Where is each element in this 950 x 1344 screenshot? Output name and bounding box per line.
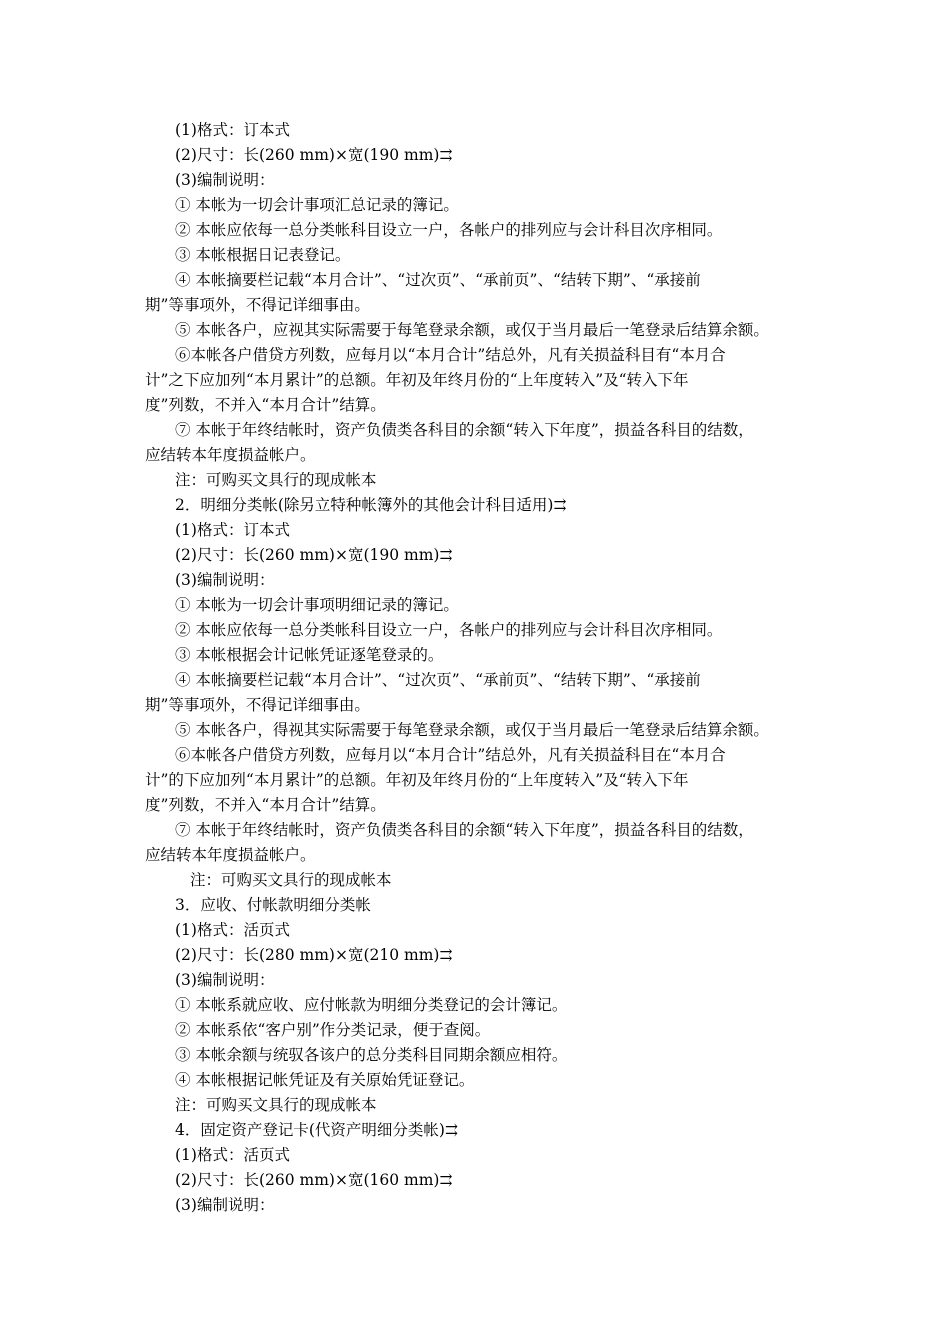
text-line: (1)格式：活页式: [175, 1146, 290, 1164]
text-line: ③ 本帐根据会计记帐凭证逐笔登录的。: [175, 646, 444, 664]
text-line: ① 本帐为一切会计事项明细记录的簿记。: [175, 596, 459, 614]
text-line: 度”列数，不并入“本月合计”结算。: [145, 796, 386, 814]
text-line: (2)尺寸：长(260 mm)×宽(160 mm)⇉: [175, 1171, 453, 1189]
note-line: 注：可购买文具行的现成帐本: [175, 471, 377, 489]
text-line: 期”等事项外，不得记详细事由。: [145, 296, 370, 314]
text-line: ⑥本帐各户借贷方列数，应每月以“本月合计”结总外，凡有关损益科目在“本月合: [175, 746, 726, 764]
text-line: (3)编制说明：: [175, 971, 275, 989]
text-line: ② 本帐系依“客户别”作分类记录，便于查阅。: [175, 1021, 491, 1039]
text-line: ② 本帐应依每一总分类帐科目设立一户，各帐户的排列应与会计科目次序相同。: [175, 621, 723, 639]
text-line: ① 本帐系就应收、应付帐款为明细分类登记的会计簿记。: [175, 996, 568, 1014]
text-line: (2)尺寸：长(280 mm)×宽(210 mm)⇉: [175, 946, 453, 964]
text-line: ④ 本帐根据记帐凭证及有关原始凭证登记。: [175, 1071, 475, 1089]
text-line: (3)编制说明：: [175, 1196, 275, 1214]
text-line: (3)编制说明：: [175, 171, 275, 189]
text-line: ③ 本帐根据日记表登记。: [175, 246, 351, 264]
text-line: ⑦ 本帐于年终结帐时，资产负债类各科目的余额“转入下年度”，损益各科目的结数，: [175, 421, 754, 439]
text-line: ⑤ 本帐各户，应视其实际需要于每笔登录余额，或仅于当月最后一笔登录后结算余额。: [175, 321, 769, 339]
note-line: 注：可购买文具行的现成帐本: [190, 871, 392, 889]
text-line: (3)编制说明：: [175, 571, 275, 589]
text-line: 计”之下应加列“本月累计”的总额。年初及年终月份的“上年度转入”及“转入下年: [145, 371, 689, 389]
text-line: 度”列数，不并入“本月合计”结算。: [145, 396, 386, 414]
text-line: (1)格式：订本式: [175, 521, 290, 539]
text-line: (1)格式：订本式: [175, 121, 290, 139]
text-line: (2)尺寸：长(260 mm)×宽(190 mm)⇉: [175, 146, 453, 164]
note-line: 注：可购买文具行的现成帐本: [175, 1096, 377, 1114]
text-line: ③ 本帐余额与统驭各该户的总分类科目同期余额应相符。: [175, 1046, 568, 1064]
text-line: 计”的下应加列“本月累计”的总额。年初及年终月份的“上年度转入”及“转入下年: [145, 771, 689, 789]
text-line: ⑥本帐各户借贷方列数，应每月以“本月合计”结总外，凡有关损益科目有“本月合: [175, 346, 726, 364]
text-line: ⑦ 本帐于年终结帐时，资产负债类各科目的余额“转入下年度”，损益各科目的结数，: [175, 821, 754, 839]
text-line: 应结转本年度损益帐户。: [145, 846, 316, 864]
section-heading: 2．明细分类帐(除另立特种帐簿外的其他会计科目适用)⇉: [175, 496, 567, 514]
text-line: ⑤ 本帐各户，得视其实际需要于每笔登录余额，或仅于当月最后一笔登录后结算余额。: [175, 721, 769, 739]
section-heading: 4．固定资产登记卡(代资产明细分类帐)⇉: [175, 1121, 458, 1139]
text-line: ④ 本帐摘要栏记载“本月合计”、“过次页”、“承前页”、“结转下期”、“承接前: [175, 271, 701, 289]
text-line: ④ 本帐摘要栏记载“本月合计”、“过次页”、“承前页”、“结转下期”、“承接前: [175, 671, 701, 689]
text-line: ② 本帐应依每一总分类帐科目设立一户，各帐户的排列应与会计科目次序相同。: [175, 221, 723, 239]
text-line: (2)尺寸：长(260 mm)×宽(190 mm)⇉: [175, 546, 453, 564]
text-line: ① 本帐为一切会计事项汇总记录的簿记。: [175, 196, 459, 214]
text-line: (1)格式：活页式: [175, 921, 290, 939]
text-line: 期”等事项外，不得记详细事由。: [145, 696, 370, 714]
section-heading: 3．应收、付帐款明细分类帐: [175, 896, 371, 914]
text-line: 应结转本年度损益帐户。: [145, 446, 316, 464]
